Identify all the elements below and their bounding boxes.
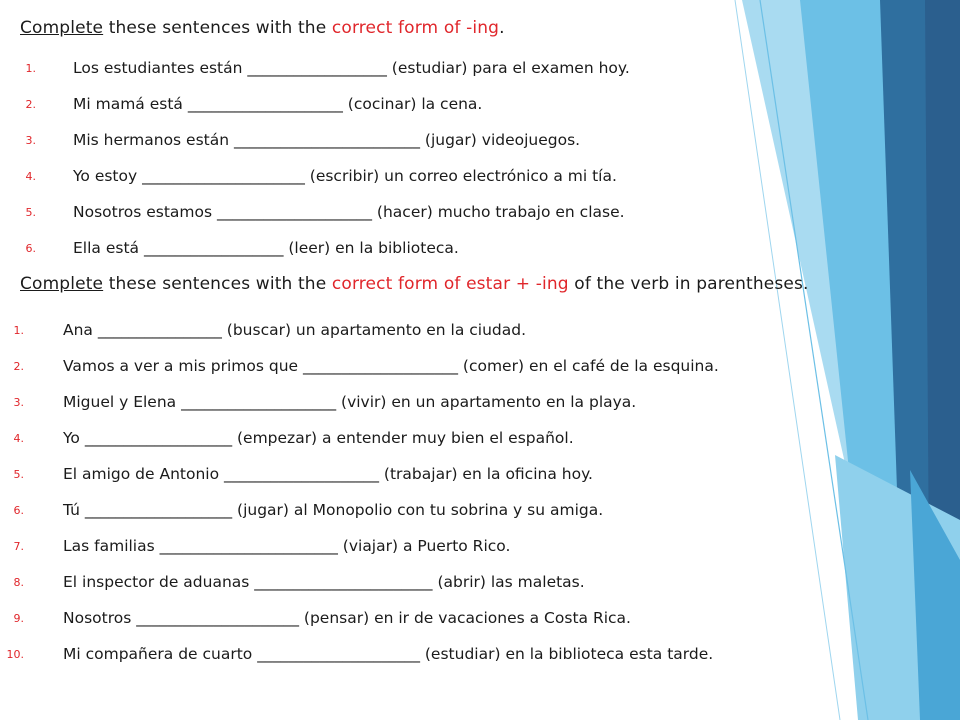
item-text: Tú ___________________ (jugar) al Monopolio con tu sobrina y su amiga. <box>63 501 604 519</box>
section-1-heading <box>20 18 505 38</box>
heading-highlight: correct form of estar + -ing <box>331 274 569 294</box>
item-text: Miguel y Elena ____________________ (vivir) en un apartamento en la playa. <box>63 393 637 411</box>
item-text: Mi mamá está ____________________ (cocinar) la cena. <box>73 95 483 113</box>
item-text: El inspector de aduanas _______________________ (abrir) las maletas. <box>63 573 585 591</box>
heading-text-end: . <box>499 18 505 38</box>
item-text: Los estudiantes están __________________ (estudiar) para el examen hoy. <box>73 59 630 77</box>
item-number: 9. <box>13 612 24 625</box>
item-text: Nosotros estamos ____________________ (hacer) mucho trabajo en clase. <box>73 203 625 221</box>
item-number: 4. <box>13 432 24 445</box>
item-text: Ella está __________________ (leer) en la biblioteca. <box>73 239 459 257</box>
item-text: Yo estoy _____________________ (escribir) un correo electrónico a mi tía. <box>73 167 617 185</box>
item-number: 2. <box>13 360 24 373</box>
item-text: Ana ________________ (buscar) un apartamento en la ciudad. <box>63 321 527 339</box>
heading-text: these sentences with the <box>103 274 332 294</box>
item-text: Las familias _______________________ (viajar) a Puerto Rico. <box>63 537 511 555</box>
item-number: 6. <box>25 242 36 255</box>
item-text: Yo ___________________ (empezar) a entender muy bien el español. <box>63 429 574 447</box>
item-number: 8. <box>13 576 24 589</box>
item-text: El amigo de Antonio ____________________ (trabajar) en la oficina hoy. <box>63 465 593 483</box>
item-number: 4. <box>25 170 36 183</box>
item-number: 2. <box>25 98 36 111</box>
item-number: 5. <box>25 206 36 219</box>
item-text: Nosotros _____________________ (pensar) en ir de vacaciones a Costa Rica. <box>63 609 631 627</box>
item-number: 1. <box>13 324 24 337</box>
item-text: Mis hermanos están ________________________ (jugar) videojuegos. <box>73 131 581 149</box>
item-number: 10. <box>6 648 24 661</box>
heading-text: these sentences with the <box>103 18 332 38</box>
heading-underlined-word: Complete <box>20 274 104 294</box>
item-number: 5. <box>13 468 24 481</box>
item-number: 1. <box>25 62 36 75</box>
item-number: 6. <box>13 504 24 517</box>
heading-highlight: correct form of -ing <box>331 18 500 38</box>
item-text: Mi compañera de cuarto _____________________ (estudiar) en la biblioteca esta tarde. <box>63 645 714 663</box>
item-number: 3. <box>25 134 36 147</box>
item-number: 3. <box>13 396 24 409</box>
item-text: Vamos a ver a mis primos que ____________________ (comer) en el café de la esquina. <box>63 357 719 375</box>
heading-underlined-word: Complete <box>20 18 104 38</box>
item-number: 7. <box>13 540 24 553</box>
section-2-heading <box>20 274 809 294</box>
heading-text-end: of the verb in parentheses. <box>568 274 809 294</box>
